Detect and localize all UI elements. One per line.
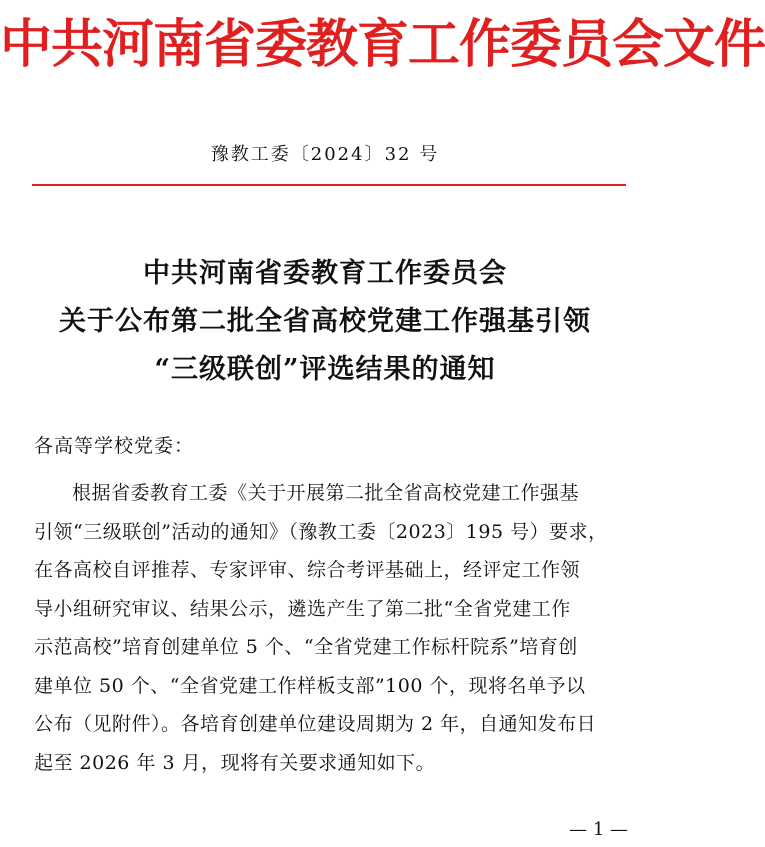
title-line: 关于公布第二批全省高校党建工作强基引领 xyxy=(59,306,591,337)
body-paragraph xyxy=(34,474,634,782)
title-line: “三级联创”评选结果的通知 xyxy=(154,354,496,385)
document-number: 豫教工委〔2024〕32 号 xyxy=(210,144,440,165)
body-line: 起至 2026 年 3 月，现将有关要求通知如下。 xyxy=(34,751,436,774)
body-line: 建单位 50 个、“全省党建工作样板支部”100 个，现将名单予以 xyxy=(34,674,586,697)
body-line: 示范高校”培育创建单位 5 个、“全省党建工作标杆院系”培育创 xyxy=(34,636,578,658)
body-line: 公布（见附件）。各培育创建单位建设周期为 2 年，自通知发布日 xyxy=(34,713,597,735)
salutation: 各高等学校党委： xyxy=(34,435,195,457)
body-line: 根据省委教育工委《关于开展第二批全省高校党建工作强基 xyxy=(72,482,580,504)
red-separator-line xyxy=(32,184,626,186)
document-issuer-masthead: 中共河南省委教育工作委员会文件 xyxy=(0,14,765,75)
title-line: 中共河南省委教育工作委员会 xyxy=(143,258,507,289)
page-number: — 1 — xyxy=(569,819,628,840)
body-line: 引领“三级联创”活动的通知》（豫教工委〔2023〕195 号）要求， xyxy=(34,520,608,543)
notice-title xyxy=(0,250,650,394)
body-line: 在各高校自评推荐、专家评审、综合考评基础上，经评定工作领 xyxy=(34,559,581,581)
body-line: 导小组研究审议、结果公示，遴选产生了第二批“全省党建工作 xyxy=(34,597,571,620)
